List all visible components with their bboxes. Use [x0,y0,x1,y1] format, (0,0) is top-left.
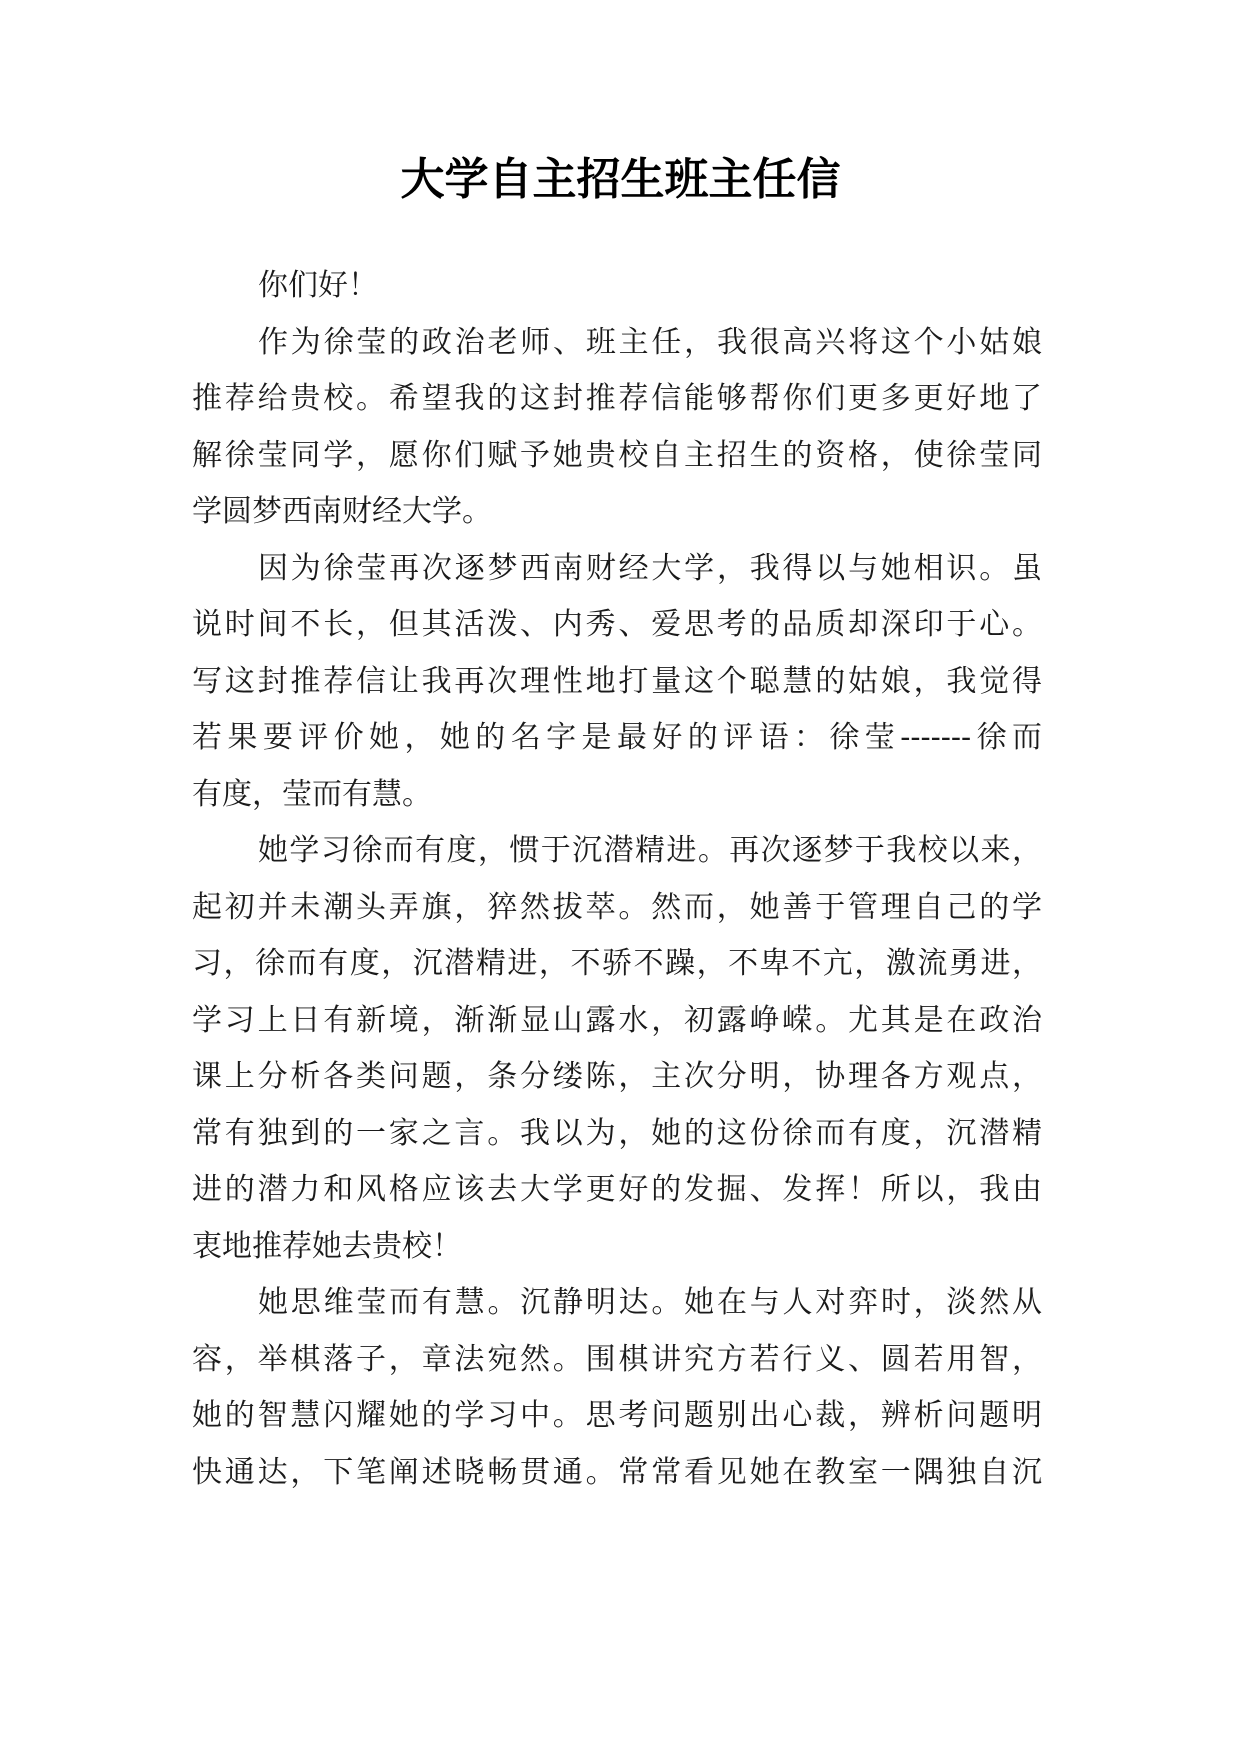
paragraph-line: 你们好！ [258,268,378,303]
intro-paragraph [192,315,1042,541]
paragraph-line: 若果要评价她，她的名字是最好的评语：徐莹-------徐而 [192,720,1042,755]
study-paragraph [192,823,1042,1275]
paragraph-line: 因为徐莹再次逐梦西南财经大学，我得以与她相识。虽 [258,550,1042,586]
paragraph-line: 她的智慧闪耀她的学习中。思考问题别出心裁，辨析问题明 [192,1398,1042,1433]
document-body [192,258,1042,1501]
paragraph-line: 容，举棋落子，章法宛然。围棋讲究方若行义、圆若用智， [192,1341,1042,1377]
paragraph-line: 常有独到的一家之言。我以为，她的这份徐而有度，沉潜精 [192,1115,1042,1151]
paragraph-line: 快通达，下笔阐述晓畅贯通。常常看见她在教室一隅独自沉 [192,1454,1042,1490]
paragraph-line: 学圆梦西南财经大学。 [192,494,492,529]
thinking-paragraph [192,1275,1042,1501]
paragraph-line: 课上分析各类问题，条分缕陈，主次分明，协理各方观点， [192,1059,1042,1094]
paragraph-line: 进的潜力和风格应该去大学更好的发掘、发挥！所以，我由 [192,1172,1042,1207]
paragraph-line: 她思维莹而有慧。沉静明达。她在与人对弈时，淡然从 [258,1285,1042,1320]
paragraph-line: 说时间不长，但其活泼、内秀、爱思考的品质却深印于心。 [192,607,1042,642]
paragraph-line: 写这封推荐信让我再次理性地打量这个聪慧的姑娘，我觉得 [192,663,1042,699]
greeting-paragraph [192,258,1042,315]
paragraph-line: 解徐莹同学，愿你们赋予她贵校自主招生的资格，使徐莹同 [192,437,1042,473]
paragraph-line: 推荐给贵校。希望我的这封推荐信能够帮你们更多更好地了 [192,381,1042,416]
paragraph-line: 衷地推荐她去贵校！ [192,1228,462,1264]
paragraph-line: 学习上日有新境，渐渐显山露水，初露峥嵘。尤其是在政治 [192,1002,1042,1038]
acquaintance-paragraph [192,541,1042,824]
paragraph-line: 习，徐而有度，沉潜精进，不骄不躁，不卑不亢，激流勇进， [192,946,1042,981]
document-title: 大学自主招生班主任信 [400,154,841,205]
paragraph-line: 她学习徐而有度，惯于沉潜精进。再次逐梦于我校以来， [258,833,1042,868]
paragraph-line: 起初并未潮头弄旗，猝然拔萃。然而，她善于管理自己的学 [192,889,1042,925]
paragraph-line: 有度，莹而有慧。 [192,776,432,812]
paragraph-line: 作为徐莹的政治老师、班主任，我很高兴将这个小姑娘 [258,324,1042,360]
